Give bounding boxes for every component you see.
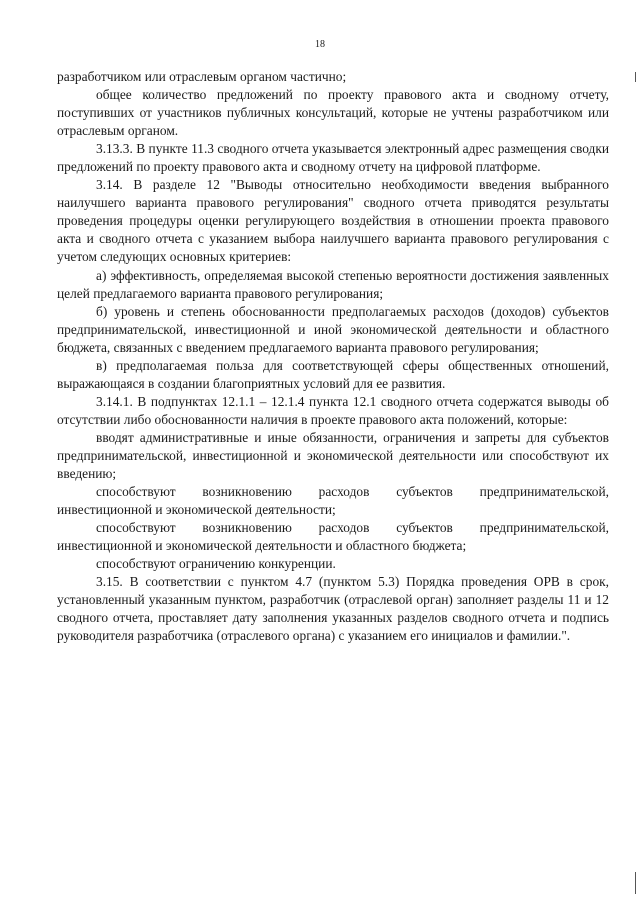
paragraph: в) предполагаемая польза для соответствующей сферы общественных отношений, выражающаяся в создании благоприятных условий для ее развития. (57, 357, 609, 391)
page-number: 18 (315, 39, 325, 50)
paragraph: вводят административные и иные обязанности, ограничения и запреты для субъектов предпринимательской, инвестиционной и экономической деятельности или способствуют их введению; (57, 429, 609, 482)
scan-margin-mark (635, 72, 636, 82)
paragraph: б) уровень и степень обоснованности предполагаемых расходов (доходов) субъектов предпринимательской, инвестиционной и иной экономической деятельности и областного бюджета, связанных с введением предлагаемого варианта правового регулирования; (57, 303, 609, 355)
paragraph: 3.13.3. В пункте 11.3 сводного отчета указывается электронный адрес размещения сводки предложений по проекту правового акта и сводному отчету на цифровой платформе. (57, 141, 609, 175)
paragraph: 3.14.1. В подпунктах 12.1.1 – 12.1.4 пункта 12.1 сводного отчета содержатся выводы об отсутствии либо обоснованности наличия в проекте правового акта положений, которые: (57, 393, 609, 427)
paragraph: а) эффективность, определяемая высокой степенью вероятности достижения заявленных целей предлагаемого варианта правового регулирования; (57, 267, 609, 301)
scan-margin-mark (635, 872, 636, 894)
paragraph: способствуют возникновению расходов субъектов предпринимательской, инвестиционной и экономической деятельности и областного бюджета; (57, 520, 609, 554)
paragraph: 3.14. В разделе 12 "Выводы относительно необходимости введения выбранного наилучшего варианта правового регулирования" сводного отчета приводятся результаты проведения процедуры оценки регулирующего воздействия в отношении проекта правового акта и сводного отчета с указанием выбора наилучшего варианта правового регулирования с учетом следующих основных критериев: (57, 177, 609, 265)
document-body (57, 68, 609, 646)
paragraph: 3.15. В соответствии с пунктом 4.7 (пунктом 5.3) Порядка проведения ОРВ в срок, установленный указанным пунктом, разработчик (отраслевой орган) заполняет разделы 11 и 12 сводного отчета, проставляет дату заполнения указанных разделов сводного отчета и подпись руководителя разработчика (отраслевого органа) с указанием его инициалов и фамилии.". (57, 574, 609, 644)
paragraph: общее количество предложений по проекту правового акта и сводному отчету, поступивших от участников публичных консультаций, которые не учтены разработчиком или отраслевым органом. (57, 87, 609, 139)
paragraph: способствуют ограничению конкуренции. (96, 556, 336, 572)
paragraph: разработчиком или отраслевым органом частично; (57, 69, 347, 84)
paragraph: способствуют возникновению расходов субъектов предпринимательской, инвестиционной и экономической деятельности; (57, 484, 609, 518)
